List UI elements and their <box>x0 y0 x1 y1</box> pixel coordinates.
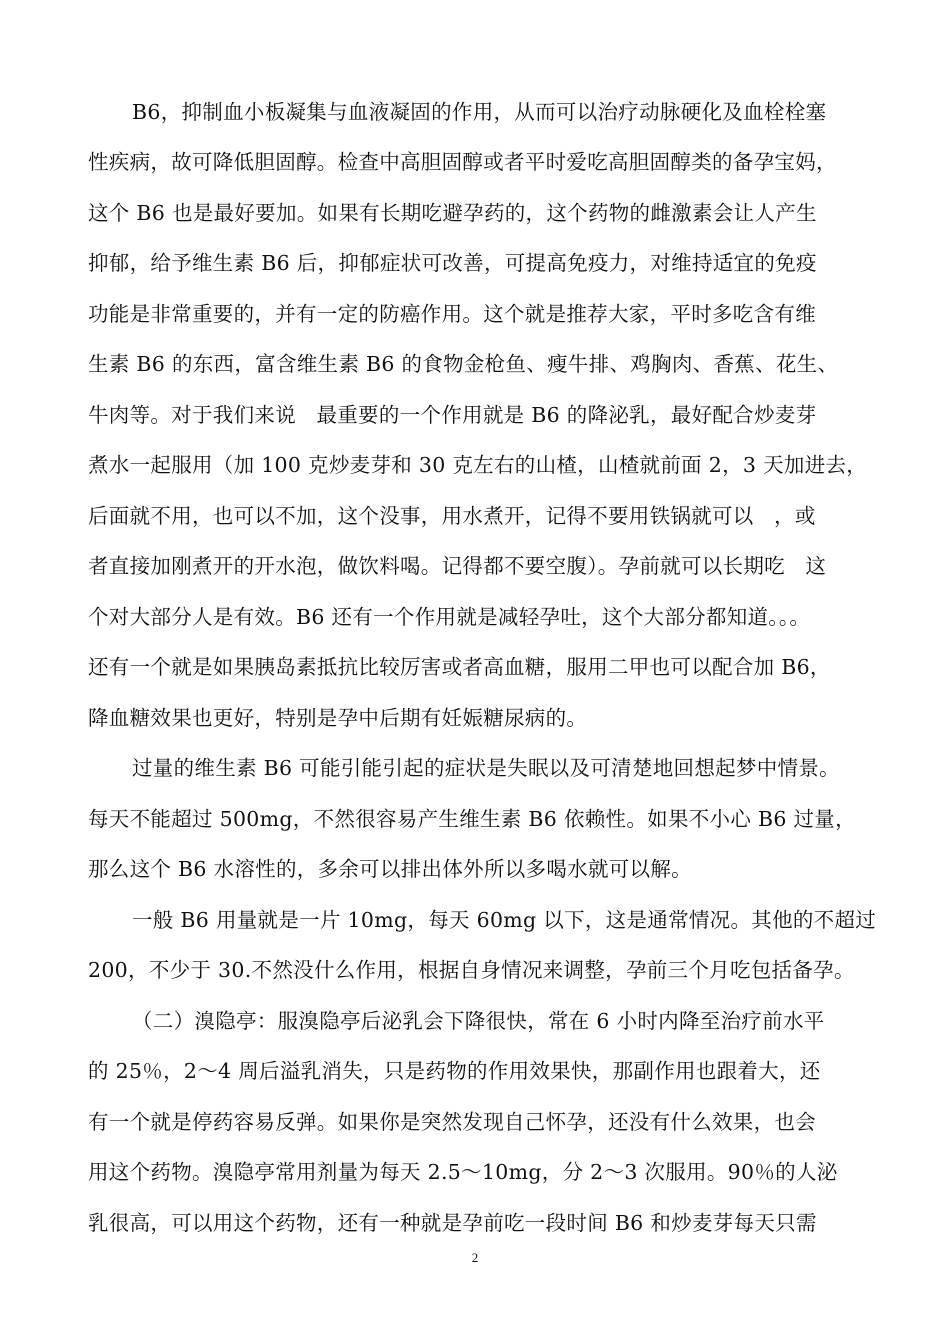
text-line: 这个 B6 也是最好要加。如果有长期吃避孕药的，这个药物的雌激素会让人产生 <box>88 201 817 225</box>
text-line: 煮水一起服用（加 100 克炒麦芽和 30 克左右的山楂，山楂就前面 2，3 天加进去， <box>88 453 868 477</box>
text-line: 乳很高，可以用这个药物，还有一种就是孕前吃一段时间 B6 和炒麦芽每天只需 <box>88 1211 817 1235</box>
text-line: 过量的维生素 B6 可能引能引起的症状是失眠以及可清楚地回想起梦中情景。 <box>132 756 840 780</box>
text-line: 个对大部分人是有效。B6 还有一个作用就是减轻孕吐，这个大部分都知道。。。 <box>88 605 811 629</box>
text-line: 降血糖效果也更好，特别是孕中后期有妊娠糖尿病的。 <box>88 706 588 730</box>
text-line: 一般 B6 用量就是一片 10mg，每天 60mg 以下，这是通常情况。其他的不超过 <box>132 908 877 932</box>
page-number: 2 <box>471 1250 479 1265</box>
text-line: 每天不能超过 500mg，不然很容易产生维生素 B6 依赖性。如果不小心 B6 过量， <box>88 807 856 831</box>
text-line: 那么这个 B6 水溶性的，多余可以排出体外所以多喝水就可以解。 <box>88 857 692 881</box>
text-line: B6，抑制血小板凝集与血液凝固的作用，从而可以治疗动脉硬化及血栓栓塞 <box>132 100 827 124</box>
text-line: 牛肉等。对于我们来说 最重要的一个作用就是 B6 的降泌乳，最好配合炒麦芽 <box>88 403 817 427</box>
text-line: 的 25％，2～4 周后溢乳消失，只是药物的作用效果快，那副作用也跟着大，还 <box>88 1059 821 1083</box>
text-line: 后面就不用，也可以不加，这个没事，用水煮开，记得不要用铁锅就可以 ，或 <box>88 504 816 528</box>
text-line: 抑郁，给予维生素 B6 后，抑郁症状可改善，可提高免疫力，对维持适宜的免疫 <box>88 251 817 275</box>
text-line: 200，不少于 30.不然没什么作用，根据自身情况来调整，孕前三个月吃包括备孕。 <box>88 958 855 982</box>
text-line: 用这个药物。溴隐亭常用剂量为每天 2.5～10mg，分 2～3 次服用。90％的人泌 <box>88 1160 838 1184</box>
text-line: 功能是非常重要的，并有一定的防癌作用。这个就是推荐大家，平时多吃含有维 <box>88 302 816 326</box>
text-line: 还有一个就是如果胰岛素抵抗比较厉害或者高血糖，服用二甲也可以配合加 B6， <box>88 655 831 679</box>
text-line: 者直接加刚煮开的开水泡，做饮料喝。记得都不要空腹）。孕前就可以长期吃 这 <box>88 554 827 578</box>
text-line: 有一个就是停药容易反弹。如果你是突然发现自己怀孕，还没有什么效果，也会 <box>88 1110 816 1134</box>
text-line: 性疾病，故可降低胆固醇。检查中高胆固醇或者平时爱吃高胆固醇类的备孕宝妈， <box>88 150 837 174</box>
text-line: （二）溴隐亭：服溴隐亭后泌乳会下降很快，常在 6 小时内降至治疗前水平 <box>132 1009 825 1033</box>
text-line: 生素 B6 的东西，富含维生素 B6 的食物金枪鱼、瘦牛排、鸡胸肉、香蕉、花生、 <box>88 352 839 376</box>
